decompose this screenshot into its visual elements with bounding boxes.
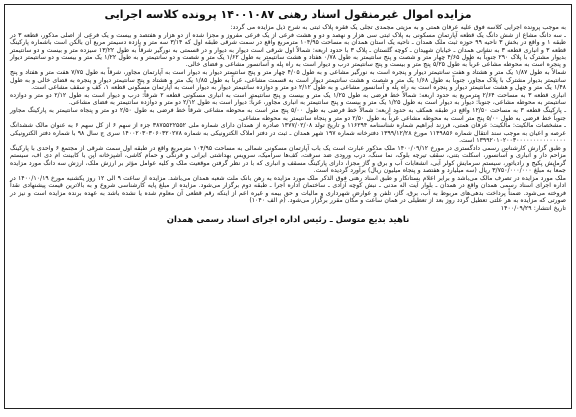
notice-paragraph: به موجب پرونده اجرایی کلاسه فوق علیه عرفان همتی و به مزیتی مجمدی تجلی یک فقره پلاک ثبتی به شرح ذیل مزایده می گردد:: [230, 24, 566, 31]
notice-page: [4, 4, 572, 409]
notice-paragraph: انباری قطعه ۳ به مساحت ۲/۶۴ مترمربع به حدود اربعه: شمالاً خط فرضی به طول ۱/۲۵ یک متر و بیست و پنج سانتیمتر است به انباری مسکونی قطعه ۲ شرقاً: درب و دیوار است به طول ۲/۱۲ دو متر و دوازده سانتیمتر به محوطه مشاعی، جنوباً: دیوار به دیوار است به طول ۱/۲۵ یک متر و بیست و پنج سانتیمتر به انباری مجاور، غرباً: دیوار است به طول ۲/۱۲ دو متر و دوازده سانتیمتر به فضای مشاعی.: [10, 91, 566, 107]
notice-body: [10, 24, 566, 212]
signature-line: ناهید بدیع متوسل ـ رئیس اداره اجرای اسناد رسمی همدان: [166, 215, 410, 226]
publish-date: تاریخ انتشار: ۱۴۰۰/۰۹/۲۹: [500, 205, 566, 212]
notice-paragraph: ـ مشخصات مالکیت: مالکیت: عرفان همتی، فرزند ابراهیم شماره شناسنامه ۱۱۶۲۹۴ و تاریخ تولد ۱۳۷۷/۰۲/۰۸ صادره از همدان دارای شماره ملی ۳۸۷۵۵۲۲۵۵۲ جزء از سهم ۶ از کل سهم ۶ به عنوان مالک ششدانگ عرصه و اعیان به موجب سند انتقال شماره ۱۱۴۹۸۵۶ مورخ ۱۳۹۹/۱۲/۲۸ دفترخانه شماره ۱۹۷ شهر همدان ـ ثبت در دفتر املاک الکترونیکی به شماره ۱۴۰۰۲۰۳۰۳۰۶۰۳۲۰۲۷۸ سری ج سال ۹۸ با شماره دفتر الکترونیکی ۱۳۹۹۲۰۱۰۲۰۰۳۰۰۰۰۰۰۰۰۰۰۰۰۰۰۰ است.: [10, 122, 567, 145]
notice-title: مزایده اموال غیرمنقول اسناد رهنی ۱۴۰۰۱۰۸۷ پرونده کلاسه اجرایی: [104, 8, 472, 21]
notice-paragraph: و طبق گزارش کارشناس رسمی دادگستری در مورخ ۱۴۰۰/۰۹/۱۲ ملک مذکور عبارت است یک باب آپارتمان مسکونی شمالی به مساحت ۱۰۴/۹۵ مترمربع واقع در طبقه اول سمت شرقی از مجتمع ۶ واحدی با پارکینگ مزاحم دار و انباری و آسانسور، اسکلت بتنی، سقف تیرچه بلوک، نما سنگ، درب ورودی ضد سرقت، کف‌ها سرامیک، سرویس بهداشتی ایرانی و فرنگی و حمام کاشی، آشپزخانه اپن با کابینت ام دی اف، سیستم گرمایش پکیج و رادیاتور، سیستم سرمایش کولر آبی، انشعابات آب و برق و گاز مجزا، دارای پارکینگ مسقف و انباری که با در نظر گرفتن موقعیت ملک و کلیه عوامل مؤثر بر ارزش ملک، ارزش سه دانگ مورد مزایده جمعاً به مبلغ ۳/۷۵۰/۰۰۰/۰۰۰ ریال (سه میلیارد و هفتصد و پنجاه میلیون ریال) برآورد گردیده است.: [10, 145, 566, 175]
notice-paragraph: ـ سه دانگ مشاع از شش دانگ یک قطعه آپارتمان مسکونی به پلاک ثبتی سی هزار و نهصد و دو و هشت فرعی از یک فرعی مفروز و مجزا شده از دو هزار و هفتصد و بیست و یک فرعی از اصلی مذکور، قطعه ۳ در طبقه ۱ و واقع در بخش ۳ ناحیه ۹۹ حوزه ثبت ملک همدان ـ ناحیه یک استان همدان به مساحت ۱۰۴/۹۵ مترمربع واقع در سمت شرقی طبقه اول که ۳/۱۴ سه متر و یازده دسیمتر مربع آن بالکن است باشماره پارکینگ قطعه ۳ و انباری قطعه ۳ به نشانی همدان ـ خیابان شهیدان ـ کوچه گلستان ـ پلاک ۳ با حدود اربعه: شمالاً اول شرقی است دیوار به دیوار و در قسمتی به نورگیر شرقاً به طول ۱۳/۲۲ سیزده متر و بیست و دو سانتیمتر بدیوار مشترک با پلاک ۲۹۰ جنوباً به طول ۴/۶۵ چهار متر و شصت و پنج سانتیمتر به طول ۰/۷۸ هفتاد و هشت سانتیمتر به طول ۱/۶۲ یک متر و شصت و دو سانتیمتر و به طول ۱/۲۲ یک متر و بیست و دو سانتیمتر دیوار و پنجره است به محوطه مشاعی غرباً به طول ۵/۲۵ پنج متر و بیست و پنج سانتیمتر درب و دیوار است به راه پله و آسانسور مشاعی و فضای خالی.: [10, 31, 566, 69]
notice-paragraph: ـ پارکینگ قطعه ۳ به مساحت ۱۲/۵۰ واقع در طبقه همکف به حدود اربعه: شمالاً خط فرضی به طول ۵/۰۰ پنج متر است به محوطه مشاعی شرقاً خط فرضی به طول ۲/۵۰ دو متر و پنجاه سانتیمتر به پارکینگ مجاور جنوباً خط فرضی به طول ۵/۰۰ پنج متر است به محوطه مشاعی غرباً به طول ۲/۵۰ دو متر و پنجاه سانتیمتر به محوطه مشاعی.: [10, 107, 567, 122]
notice-paragraph: ملک مورد مزایده در تصرف مالک می‌باشد و برابر اعلام بستانکار و طبق اسناد رهنی فوق الذکر ملک مورد مزایده به رهن بانک ملت شعبه همدان می‌باشد. مزایده از ساعت ۹ الی ۱۲ روز یکشنبه مورخ ۱۴۰۰/۱۰/۱۹ در اداره اجرای اسناد رسمی همدان واقع در همدان ـ بلوار آیت اله مدنی ـ نبش کوچه آزادی ـ ساختمان اداره اجرا ـ طبقه دوم برگزار می‌شود. مزایده از مبلغ پایه کارشناسی شروع و به بالاترین قیمت پیشنهادی نقداً فروخته می‌شود. ضمناً پرداخت بدهی‌های مربوط به آب، برق، گاز، تلفن و عوارض شهرداری و مالیات و حق بیمه و غیره اعم از اینکه رقم قطعی آن معلوم شده یا نشده باشد به عهده برنده مزایده است و نیز در صورتی که مزایده به هر علتی تعطیل گردد روز بعد از تعطیلی در همان ساعت و مکان مقرر برگزار می‌شود. (م الف ۱۰۴۰): [10, 175, 566, 205]
notice-paragraph: شمالاً به طول ۱/۸۷ یک متر و هشتاد و هفت سانتیمتر دیوار و پنجره است به نورگیر مشاعی و به طول ۴/۰۵ چهار متر و پنج سانتیمتر دیوار به دیوار است به آپارتمان مجاور، شرقاً به طول ۷/۷۵ هفت متر و هفتاد و پنج سانتیمتر بدیوار مشترک با پلاک مجاور، جنوباً به طول ۱/۶۸ یک متر و شصت و هشت سانتیمتر دیوار است به قسمت مشاعی، غرباً به طول ۱/۸۵ یک متر و هشتاد و پنج سانتیمتر دیوار و پنجره به فضای خالی و به طول ۱/۴۸ یک متر و چهل و هشت سانتیمتر دیوار و پنجره است به راه پله و آسانسور مشاعی و به طول ۲/۱۲ دو متر و دوازده سانتیمتر دیوار به دیوار است به آپارتمان مسکونی قطعه ۱، کف و سقف مشاعی است.: [10, 69, 567, 91]
